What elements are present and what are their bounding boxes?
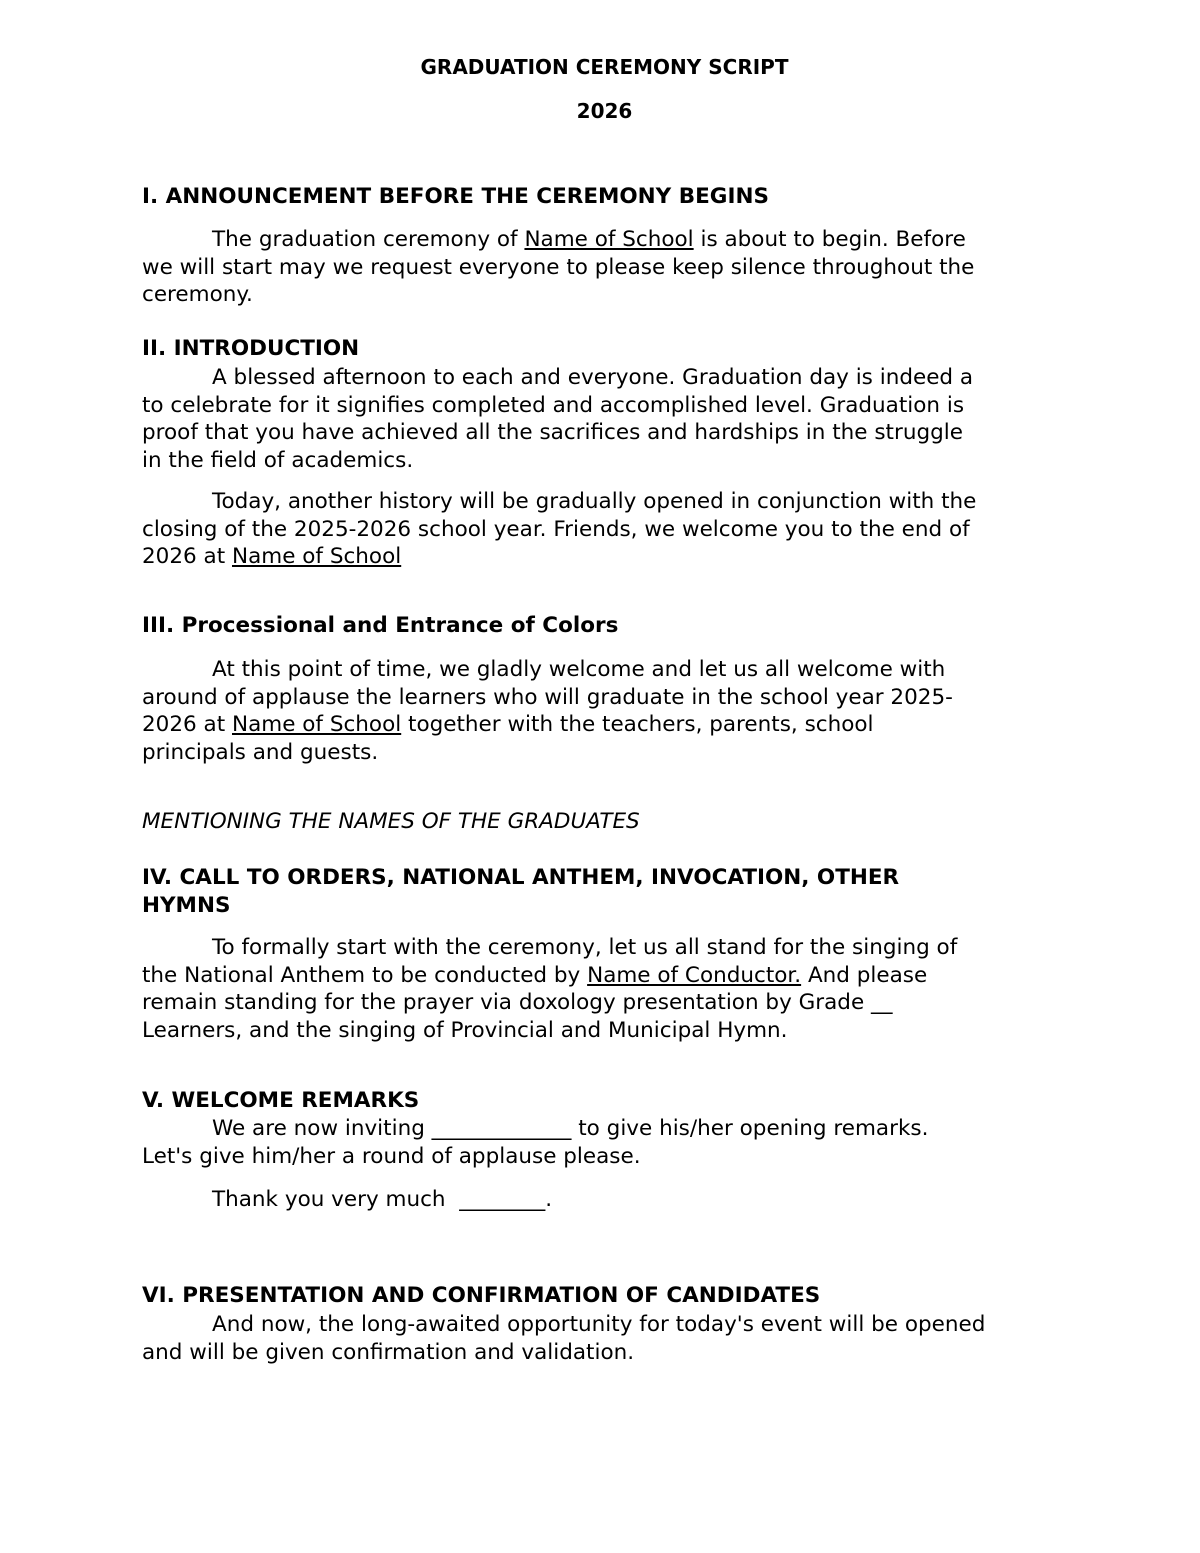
- text-run: together with the teachers, parents, school: [401, 712, 874, 737]
- paragraph-line: remain standing for the prayer via doxology presentation by Grade __: [142, 990, 893, 1015]
- paragraph-line: Let's give him/her a round of applause please.: [142, 1143, 641, 1169]
- paragraph-line: To formally start with the ceremony, let us all stand for the singing of: [212, 935, 958, 960]
- mentioning-note: MENTIONING THE NAMES OF THE GRADUATES: [142, 809, 640, 834]
- section-heading-processional: III. Processional and Entrance of Colors: [142, 613, 619, 638]
- paragraph-introduction-2: [142, 488, 1067, 571]
- paragraph-line: Today, another history will be gradually opened in conjunction with the: [212, 489, 977, 514]
- text-run: the National Anthem to be conducted by: [142, 962, 588, 988]
- text-run: The graduation ceremony of: [212, 227, 525, 252]
- paragraph-presentation: [142, 1311, 1067, 1366]
- paragraph-line: [142, 711, 1067, 739]
- paragraph-line: At this point of time, we gladly welcome and let us all welcome with: [212, 657, 946, 682]
- school-name-placeholder: Name of School: [232, 712, 402, 737]
- paragraph-welcome-remarks-1: [142, 1115, 1067, 1170]
- paragraph-welcome-remarks-2: [142, 1186, 1067, 1214]
- paragraph-line: [142, 226, 1067, 254]
- section-heading-announcement: I. ANNOUNCEMENT BEFORE THE CEREMONY BEGINS: [142, 184, 769, 209]
- paragraph-line: in the field of academics.: [142, 447, 414, 473]
- paragraph-line: closing of the 2025-2026 school year. Friends, we welcome you to the end of: [142, 516, 970, 542]
- document-title: GRADUATION CEREMONY SCRIPT: [420, 55, 789, 79]
- section-heading-presentation: VI. PRESENTATION AND CONFIRMATION OF CANDIDATES: [142, 1283, 821, 1308]
- document-year: 2026: [576, 99, 633, 123]
- text-run: 2026 at: [142, 712, 232, 737]
- paragraph-line: and will be given confirmation and validation.: [142, 1339, 635, 1365]
- paragraph-line: ceremony.: [142, 282, 253, 307]
- paragraph-line: we will start may we request everyone to please keep silence throughout the: [142, 254, 975, 280]
- section-heading-welcome-remarks: V. WELCOME REMARKS: [142, 1088, 420, 1113]
- paragraph-line: Learners, and the singing of Provincial and Municipal Hymn.: [142, 1017, 788, 1043]
- text-run: is about to begin. Before: [693, 227, 966, 252]
- paragraph-line: [142, 543, 1067, 571]
- paragraph-line: to celebrate for it signifies completed and accomplished level. Graduation is: [142, 392, 965, 418]
- paragraph-line: A blessed afternoon to each and everyone. Graduation day is indeed a: [212, 365, 974, 390]
- paragraph-processional: [142, 656, 1067, 766]
- conductor-name-placeholder: Name of Conductor.: [587, 962, 802, 988]
- paragraph-line: And now, the long-awaited opportunity for today's event will be opened: [212, 1312, 986, 1337]
- paragraph-line: Thank you very much ________.: [212, 1187, 553, 1212]
- text-run: And please: [801, 962, 928, 988]
- school-name-placeholder: Name of School: [524, 227, 694, 252]
- paragraph-announcement: [142, 226, 1067, 309]
- paragraph-line: around of applause the learners who will graduate in the school year 2025-: [142, 684, 953, 710]
- heading-line: HYMNS: [142, 893, 231, 918]
- text-run: 2026 at: [142, 544, 232, 569]
- heading-line: IV. CALL TO ORDERS, NATIONAL ANTHEM, INVOCATION, OTHER: [142, 865, 900, 890]
- paragraph-line: principals and guests.: [142, 739, 379, 765]
- paragraph-introduction-1: [142, 364, 1067, 474]
- section-heading-call-to-orders: [142, 864, 1067, 920]
- paragraph-call-to-orders: [142, 934, 1067, 1044]
- paragraph-line: We are now inviting _____________ to give his/her opening remarks.: [212, 1116, 929, 1141]
- paragraph-line: [142, 962, 1067, 990]
- section-heading-introduction: II. INTRODUCTION: [142, 336, 360, 361]
- school-name-placeholder: Name of School: [232, 544, 402, 569]
- paragraph-line: proof that you have achieved all the sacrifices and hardships in the struggle: [142, 420, 963, 445]
